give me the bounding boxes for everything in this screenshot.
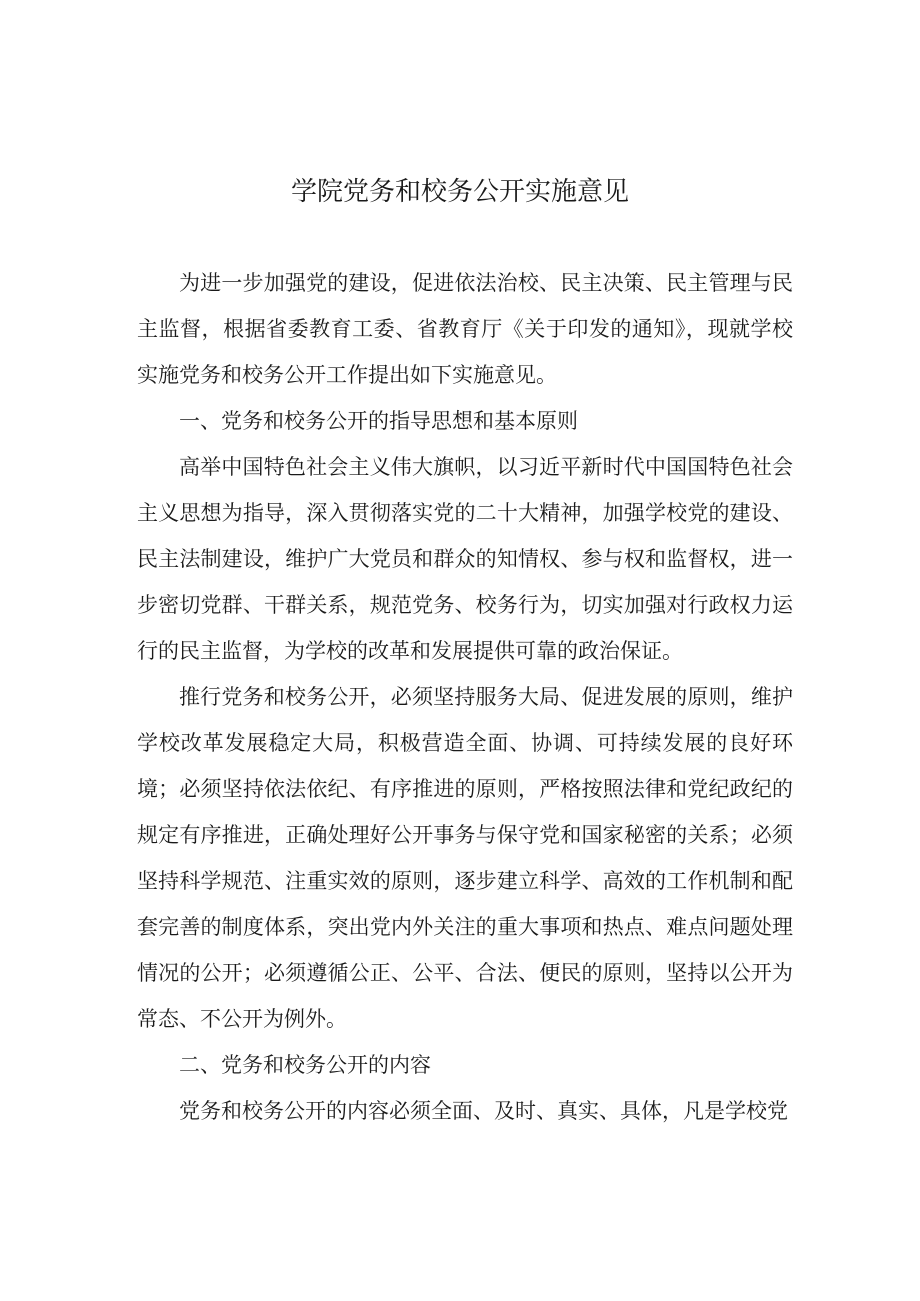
paragraph-principles: 推行党务和校务公开，必须坚持服务大局、促进发展的原则，维护学校改革发展稳定大局，积极营造全面、协调、可持续发展的良好环境；必须坚持依法依纪、有序推进的原则，严格按照法律和党纪政纪的规定有序推进，正确处理好公开事务与保守党和国家秘密的关系；必须坚持科学规范、注重实效的原则，逐步建立科学、高效的工作机制和配套完善的制度体系，突出党内外关注的重大事项和热点、难点问题处理情况的公开；必须遵循公正、公平、合法、便民的原则，坚持以公开为常态、不公开为例外。 [137, 685, 793, 1031]
document-title: 学院党务和校务公开实施意见 [290, 177, 629, 207]
section-heading-1: 一、党务和校务公开的指导思想和基本原则 [179, 409, 578, 433]
paragraph-guiding-thought: 高举中国特色社会主义伟大旗帜，以习近平新时代中国国特色社会主义思想为指导，深入贯彻落实党的二十大精神，加强学校党的建设、民主法制建设，维护广大党员和群众的知情权、参与权和监督权，进一步密切党群、干群关系，规范党务、校务行为，切实加强对行政权力运行的民主监督，为学校的改革和发展提供可靠的政治保证。 [137, 455, 793, 663]
paragraph-intro: 为进一步加强党的建设，促进依法治校、民主决策、民主管理与民主监督，根据省委教育工委、省教育厅《关于印发的通知》，现就学校实施党务和校务公开工作提出如下实施意见。 [137, 271, 793, 387]
section-heading-2: 二、党务和校务公开的内容 [179, 1053, 431, 1077]
paragraph-content: 党务和校务公开的内容必须全面、及时、真实、具体，凡是学校党 [179, 1099, 788, 1123]
document-body [137, 260, 793, 1134]
